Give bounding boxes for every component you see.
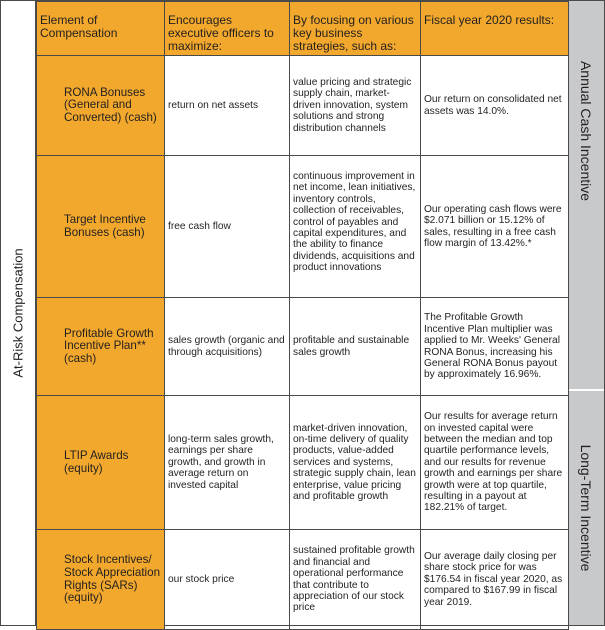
row-strategies: continuous improvement in net income, lean initiatives, inventory controls, collection of receivables, control of payables and capital expenditures, and the ability to finance dividends, acquisitions and product innovations <box>290 156 421 298</box>
annual-cash-incentive-label: Annual Cash Incentive <box>578 60 594 202</box>
row-element: Profitable Growth Incentive Plan** (cash) <box>37 298 165 396</box>
row-results: Our operating cash flows were $2.071 billion or 15.12% of sales, resulting in a free cash flow margin of 13.42%.* <box>421 156 569 298</box>
row-element: RONA Bonuses (General and Converted) (cash) <box>37 56 165 156</box>
row-maximize: sales growth (organic and through acquisitions) <box>165 298 290 396</box>
long-term-incentive-label: Long-Term Incentive <box>578 444 594 572</box>
row-maximize: our stock price <box>165 530 290 630</box>
annual-cash-incentive-band <box>568 1 604 389</box>
header-element: Element of Compensation <box>37 2 165 56</box>
header-maximize: Encourages executive officers to maximize: <box>165 2 290 56</box>
row-element: LTIP Awards (equity) <box>37 396 165 530</box>
row-strategies: value pricing and strategic supply chain, market-driven innovation, system solutions and strong distribution channels <box>290 56 421 156</box>
row-strategies: profitable and sustainable sales growth <box>290 298 421 396</box>
table-row <box>37 156 569 298</box>
row-strategies: market-driven innovation, on-time delivery of quality products, value-added services and systems, strategic supply chain, lean enterprise, value pricing and profitable growth <box>290 396 421 530</box>
row-results: Our average daily closing per share stock price for was $176.54 in fiscal year 2020, as compared to $167.99 in fiscal year 2019. <box>421 530 569 630</box>
row-results: Our return on consolidated net assets was 14.0%. <box>421 56 569 156</box>
table-row <box>37 298 569 396</box>
at-risk-compensation-label: At-Risk Compensation <box>10 248 26 378</box>
row-maximize: free cash flow <box>165 156 290 298</box>
row-element: Stock Incentives/ Stock Appreciation Rights (SARs) (equity) <box>37 530 165 630</box>
row-maximize: return on net assets <box>165 56 290 156</box>
left-band <box>1 1 36 625</box>
table-row <box>37 396 569 530</box>
row-results: The Profitable Growth Incentive Plan multiplier was applied to Mr. Weeks' General RONA Bonus, increasing his General RONA Bonus payout by approximately 16.96%. <box>421 298 569 396</box>
compensation-table <box>36 1 569 630</box>
row-maximize: long-term sales growth, earnings per share growth, and growth in average return on invested capital <box>165 396 290 530</box>
row-element: Target Incentive Bonuses (cash) <box>37 156 165 298</box>
row-results: Our results for average return on invested capital were between the median and top quartile performance levels, and our results for revenue growth and earnings per share growth were at top quartile, resulting in a payout at 182.21% of target. <box>421 396 569 530</box>
header-results: Fiscal year 2020 results: <box>421 2 569 56</box>
table-row <box>37 530 569 630</box>
row-strategies: sustained profitable growth and financial and operational performance that contribute to appreciation of our stock price <box>290 530 421 630</box>
table-row <box>37 56 569 156</box>
header-strategies: By focusing on various key business strategies, such as: <box>290 2 421 56</box>
header-row <box>37 2 569 56</box>
long-term-incentive-band <box>568 391 604 625</box>
